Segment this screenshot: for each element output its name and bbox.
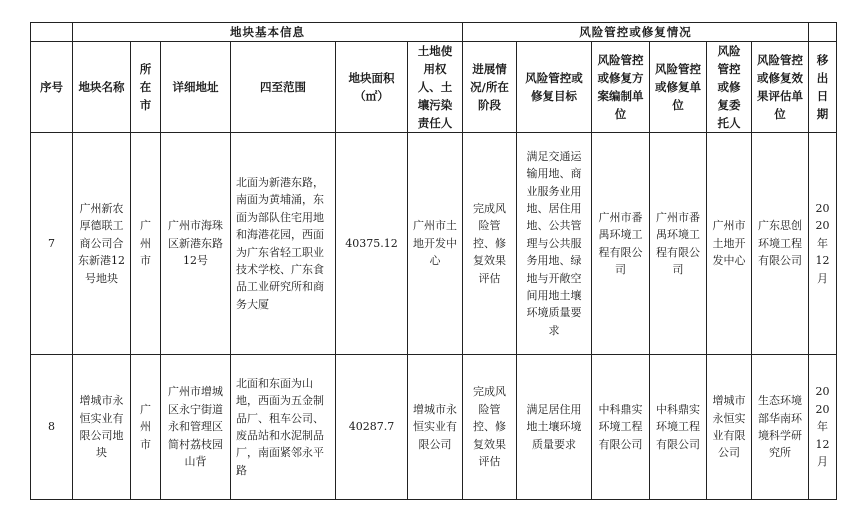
- group-header-row: [31, 23, 837, 42]
- row-eval-unit: 生态环境部华南环境科学研究所: [752, 355, 809, 500]
- group-header-risk-info: 风险管控或修复情况: [463, 23, 809, 42]
- row-client: 广州市土地开发中心: [707, 133, 752, 355]
- row-address: 广州市海珠区新港东路12号: [161, 133, 231, 355]
- header-plan-unit: 风险管控或修复方案编制单位: [592, 42, 650, 133]
- row-no: 7: [31, 133, 73, 355]
- row-no: 8: [31, 355, 73, 500]
- document-page: [30, 22, 837, 500]
- header-site-name: 地块名称: [73, 42, 131, 133]
- header-progress: 进展情况/所在阶段: [463, 42, 517, 133]
- row-progress: 完成风险管控、修复效果评估: [463, 133, 517, 355]
- header-no: 序号: [31, 42, 73, 133]
- row-owner: 广州市土地开发中心: [408, 133, 463, 355]
- row-repair-unit: 广州市番禺环境工程有限公司: [650, 133, 707, 355]
- row-repair-unit: 中科鼎实环境工程有限公司: [650, 355, 707, 500]
- group-header-basic-info: 地块基本信息: [73, 23, 463, 42]
- header-repair-unit: 风险管控或修复单位: [650, 42, 707, 133]
- header-client: 风险管控或修复委托人: [707, 42, 752, 133]
- row-date: 2020年12月: [809, 355, 837, 500]
- row-eval-unit: 广东思创环境工程有限公司: [752, 133, 809, 355]
- header-boundary: 四至范围: [231, 42, 336, 133]
- row-site-name: 广州新农厚德联工商公司合东新港12号地块: [73, 133, 131, 355]
- row-progress: 完成风险管控、修复效果评估: [463, 355, 517, 500]
- header-address: 详细地址: [161, 42, 231, 133]
- table-row: [31, 355, 837, 500]
- row-boundary: 北面和东面为山地，西面为五金制品厂、租车公司、废品站和水泥制品厂，南面紧邻永平路: [231, 355, 336, 500]
- contaminated-site-table: [30, 22, 837, 500]
- row-address: 广州市增城区永宁街道永和管理区简村荔枝园山背: [161, 355, 231, 500]
- row-date: 2020年12月: [809, 133, 837, 355]
- row-target: 满足交通运输用地、商业服务业用地、居住用地、公共管理与公共服务用地、绿地与开敞空间用地土壤环境质量要求: [517, 133, 592, 355]
- row-owner: 增城市永恒实业有限公司: [408, 355, 463, 500]
- row-boundary: 北面为新港东路，南面为黄埔涌，东面为部队住宅用地和海港花园，西面为广东省轻工职业技术学校、广东食品工业研究所和商务大厦: [231, 133, 336, 355]
- row-target: 满足居住用地土壤环境质量要求: [517, 355, 592, 500]
- row-city: 广州市: [131, 133, 161, 355]
- header-target: 风险管控或修复目标: [517, 42, 592, 133]
- row-city: 广州市: [131, 355, 161, 500]
- header-eval-unit: 风险管控或修复效果评估单位: [752, 42, 809, 133]
- column-header-row: [31, 42, 837, 133]
- header-city: 所在市: [131, 42, 161, 133]
- header-date: 移出日期: [809, 42, 837, 133]
- header-owner: 土地使用权人、土壤污染责任人: [408, 42, 463, 133]
- row-plan-unit: 中科鼎实环境工程有限公司: [592, 355, 650, 500]
- row-area: 40375.12: [336, 133, 408, 355]
- row-client: 增城市永恒实业有限公司: [707, 355, 752, 500]
- header-area: 地块面积（㎡）: [336, 42, 408, 133]
- row-site-name: 增城市永恒实业有限公司地块: [73, 355, 131, 500]
- row-area: 40287.7: [336, 355, 408, 500]
- table-row: [31, 133, 837, 355]
- row-plan-unit: 广州市番禺环境工程有限公司: [592, 133, 650, 355]
